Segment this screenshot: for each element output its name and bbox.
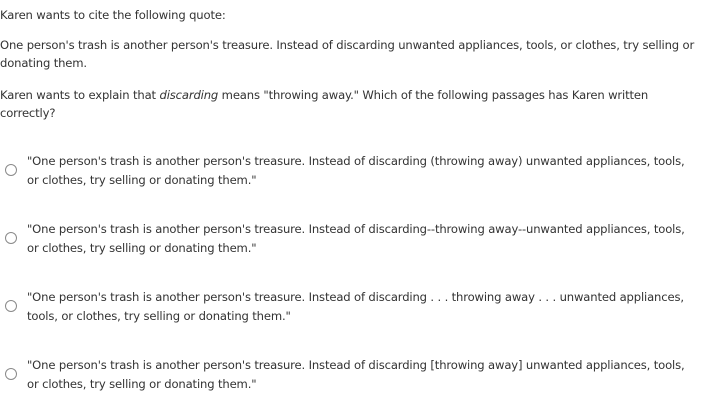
prompt-intro: Karen wants to cite the following quote: [0, 8, 226, 22]
question-text [0, 86, 700, 122]
answer-option-b-text: "One person's trash is another person's treasure. Instead of discarding--throwing away--unwanted appliances, tools, or clothes, try selling or donating them." [27, 222, 685, 255]
question-emphasis: discarding [159, 88, 219, 102]
question-text-start: Karen wants to explain that [0, 88, 160, 102]
question-text-end: means "throwing away." Which of the following passages has Karen written correctly? [0, 88, 649, 120]
radio-button-d[interactable] [5, 368, 17, 380]
answer-option-c-text: "One person's trash is another person's treasure. Instead of discarding . . . throwing away . . . unwanted appliances, tools, or clothes, try selling or donating them." [27, 290, 684, 323]
answer-option-a[interactable] [0, 152, 707, 212]
radio-button-a[interactable] [5, 164, 17, 176]
answer-option-d-text: "One person's trash is another person's treasure. Instead of discarding [throwing away] unwanted appliances, tools, or clothes, try selling or donating them." [27, 358, 685, 391]
quote-text: One person's trash is another person's treasure. Instead of discarding unwanted appliances, tools, or clothes, try selling or donating them. [0, 38, 695, 70]
answer-option-c[interactable] [0, 288, 707, 348]
answer-option-d[interactable] [0, 356, 707, 416]
radio-button-c[interactable] [5, 300, 17, 312]
answer-option-b[interactable] [0, 220, 707, 280]
radio-button-b[interactable] [5, 232, 17, 244]
answer-option-a-text: "One person's trash is another person's treasure. Instead of discarding (throwing away) unwanted appliances, tools, or clothes, try selling or donating them." [27, 154, 685, 187]
